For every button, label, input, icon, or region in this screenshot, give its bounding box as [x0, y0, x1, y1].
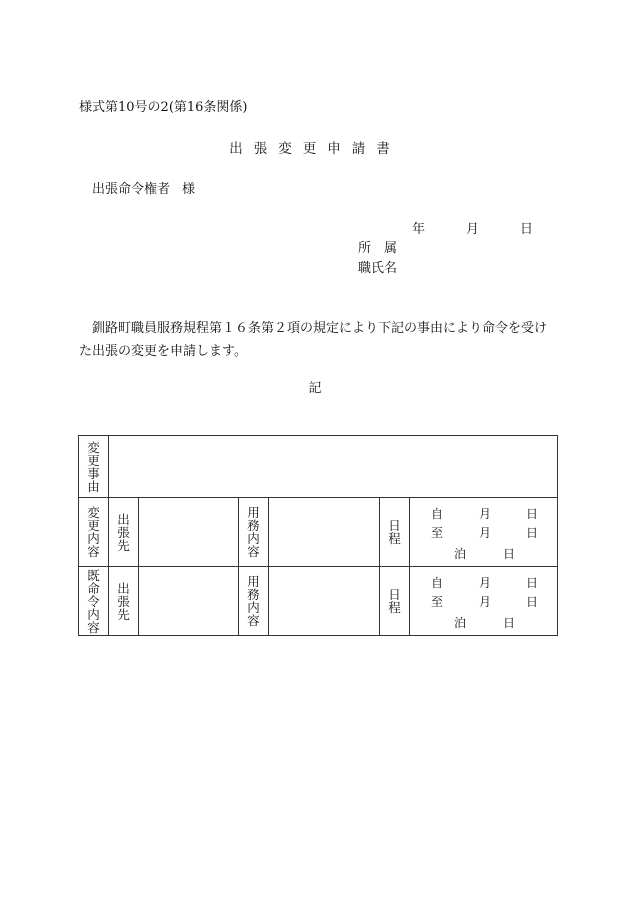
- application-table: [78, 435, 558, 636]
- previous-schedule-label: 日程: [388, 587, 401, 615]
- previous-schedule-cell[interactable]: [410, 567, 558, 636]
- previous-from-day: 日: [526, 576, 539, 590]
- addressee: [92, 178, 195, 197]
- previous-to-day: 日: [526, 595, 539, 609]
- previous-business-input[interactable]: [269, 567, 380, 636]
- ki-heading: 記: [308, 381, 322, 396]
- changed-to-day: 日: [526, 526, 539, 540]
- date-day-label: 日: [520, 222, 534, 237]
- previous-order-label-cell: [79, 567, 109, 636]
- previous-business-label: 用務内容: [247, 574, 260, 628]
- staff-name-label: 職氏名: [358, 261, 398, 276]
- page-title: 出張変更申請書: [229, 141, 401, 157]
- changed-destination-input[interactable]: [139, 498, 239, 567]
- changed-content-row: [79, 498, 558, 567]
- previous-destination-label-cell: [109, 567, 139, 636]
- affiliation-label-1: 所: [358, 241, 372, 256]
- previous-nights-label: 泊: [454, 616, 467, 630]
- changed-schedule-label-cell: [380, 498, 410, 567]
- previous-business-label-cell: [239, 567, 269, 636]
- changed-nights-label: 泊: [454, 547, 467, 561]
- honorific: 様: [182, 182, 196, 197]
- previous-nights-day: 日: [503, 616, 516, 630]
- affiliation-label: [358, 237, 397, 256]
- changed-schedule-label: 日程: [388, 518, 401, 546]
- reason-input-cell[interactable]: [109, 436, 558, 498]
- addressee-name: 出張命令権者: [92, 182, 171, 197]
- previous-from-month: 月: [479, 576, 492, 590]
- changed-business-input[interactable]: [269, 498, 380, 567]
- changed-content-label: 変更内容: [87, 505, 100, 559]
- body-text: 釧路町職員服務規程第１６条第２項の規定により下記の事由により命令を受けた出張の変更を申請します。: [79, 321, 548, 359]
- changed-to-month: 月: [479, 526, 492, 540]
- reason-row: [79, 436, 558, 498]
- changed-destination-label: 出張先: [117, 511, 130, 553]
- previous-schedule-label-cell: [380, 567, 410, 636]
- changed-business-label: 用務内容: [247, 505, 260, 559]
- changed-business-label-cell: [239, 498, 269, 567]
- changed-from-label: 自: [431, 507, 444, 521]
- changed-schedule-cell[interactable]: [410, 498, 558, 567]
- previous-destination-label: 出張先: [117, 580, 130, 622]
- previous-order-row: [79, 567, 558, 636]
- form-number: 様式第10号の2(第16条関係): [79, 100, 248, 115]
- reason-label-cell: [79, 436, 109, 498]
- changed-nights-day: 日: [503, 547, 516, 561]
- reason-label: 変更事由: [87, 439, 100, 494]
- changed-from-month: 月: [479, 507, 492, 521]
- previous-destination-input[interactable]: [139, 567, 239, 636]
- changed-from-day: 日: [526, 507, 539, 521]
- previous-to-label: 至: [431, 595, 444, 609]
- changed-to-label: 至: [431, 526, 444, 540]
- changed-destination-label-cell: [109, 498, 139, 567]
- changed-content-label-cell: [79, 498, 109, 567]
- previous-from-label: 自: [431, 576, 444, 590]
- previous-order-label: 既命令内容: [87, 567, 100, 635]
- date-month-label: 月: [466, 222, 480, 237]
- affiliation-label-2: 属: [384, 241, 398, 256]
- previous-to-month: 月: [479, 595, 492, 609]
- date-year-label: 年: [412, 222, 426, 237]
